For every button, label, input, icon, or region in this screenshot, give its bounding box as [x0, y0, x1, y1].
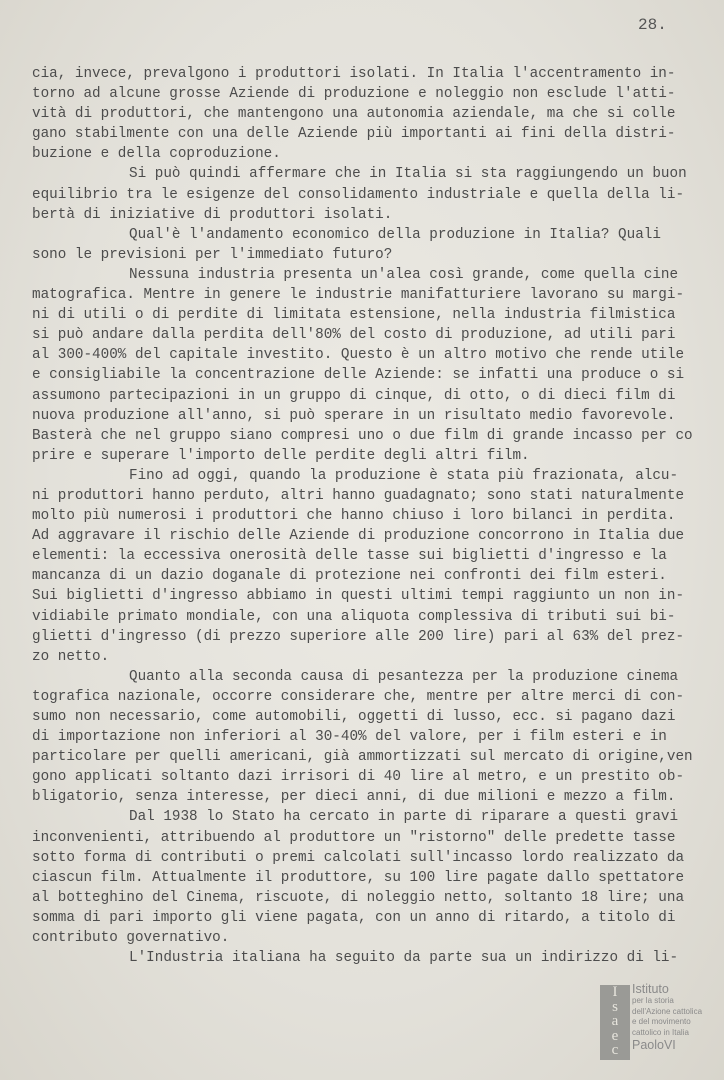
text-line: vidiabile primato mondiale, con una aliquota complessiva di tributi sui bi-: [32, 608, 676, 625]
text-line: torno ad alcune grosse Aziende di produzione e noleggio non esclude l'atti-: [32, 86, 676, 103]
text-line: gono applicati soltanto dazi irrisori di 40 lire al metro, e un prestito ob-: [32, 769, 685, 786]
text-line: ni di utili o di perdite di limitata estensione, nella industria filmistica: [32, 307, 676, 324]
logo-letter: e: [611, 1027, 619, 1044]
logo-line: e del movimento: [632, 1017, 691, 1026]
text-line: al botteghino del Cinema, riscuote, di noleggio netto, soltanto 18 lire; una: [32, 889, 685, 906]
text-line: sono le previsioni per l'immediato futuro?: [32, 246, 393, 263]
text-line: ciascun film. Attualmente il produttore, su 100 lire pagate dallo spettatore: [32, 869, 685, 886]
text-line: Fino ad oggi, quando la produzione è stata più frazionata, alcu-: [129, 467, 679, 484]
text-line: bertà di iniziative di produttori isolati.: [32, 206, 393, 223]
text-line: ni produttori hanno perduto, altri hanno guadagnato; sono stati naturalmente: [32, 487, 685, 504]
text-line: Sui biglietti d'ingresso abbiamo in questi ultimi tempi raggiunto un non in-: [32, 588, 685, 605]
text-line: zo netto.: [32, 648, 110, 665]
text-line: matografica. Mentre in genere le industrie manifatturiere lavorano su margi-: [32, 287, 685, 304]
text-line: tografica nazionale, occorre considerare che, mentre per altre merci di con-: [32, 688, 685, 705]
logo-letter: I: [612, 984, 618, 1000]
text-line: sumo non necessario, come automobili, oggetti di lusso, ecc. si pagano dazi: [32, 709, 676, 725]
institute-logo: [600, 982, 718, 1064]
text-line: Qual'è l'andamento economico della produzione in Italia? Quali: [129, 226, 661, 243]
logo-monogram: [600, 985, 630, 1060]
logo-line: cattolico in Italia: [632, 1027, 689, 1037]
text-line: si può andare dalla perdita dell'80% del costo di produzione, ad utili pari: [32, 327, 676, 344]
text-line: bligatorio, senza interesse, per dieci anni, di due milioni e mezzo a film.: [32, 789, 676, 806]
text-line: prire e superare l'importo delle perdite degli altri film.: [32, 447, 530, 464]
text-line: molto più numerosi i produttori che hanno chiuso i loro bilanci in perdita.: [32, 508, 676, 525]
text-line: vità di produttori, che mantengono una autonomia aziendale, ma che si colle: [32, 106, 676, 123]
logo-letter: a: [611, 1013, 619, 1029]
text-line: mancanza di un dazio doganale di protezione nei confronti dei film esteri.: [32, 568, 667, 585]
text-line: al 300-400% del capitale investito. Questo è un altro motivo che rende utile: [32, 347, 685, 364]
text-line: Ad aggravare il rischio delle Aziende di produzione concorrono in Italia due: [32, 528, 685, 545]
logo-letter: c: [611, 1042, 619, 1058]
text-line: Nessuna industria presenta un'alea così grande, come quella cine: [129, 266, 679, 283]
document-body: [32, 64, 697, 968]
text-line: glietti d'ingresso (di prezzo superiore alle 200 lire) pari al 63% del prez-: [32, 628, 685, 645]
page-number: 28.: [638, 16, 667, 34]
logo-line: per la storia: [632, 996, 674, 1005]
text-line: gano stabilmente con una delle Aziende più importanti ai fini della distri-: [32, 126, 676, 143]
text-line: particolare per quelli americani, già ammortizzati sul mercato di origine,ven: [32, 749, 693, 766]
text-line: e consigliabile la concentrazione delle Aziende: se infatti una produce o si: [32, 367, 685, 384]
logo-line: Istituto: [632, 982, 669, 996]
text-line: assumono partecipazioni in un gruppo di cinque, di otto, o di dieci film di: [32, 387, 676, 404]
text-line: Basterà che nel gruppo siano compresi uno o due film di grande incasso per co: [32, 427, 693, 444]
text-line: Quanto alla seconda causa di pesantezza per la produzione cinema: [129, 668, 679, 685]
logo-line: dell'Azione cattolica: [632, 1006, 703, 1016]
text-line: contributo governativo.: [32, 930, 230, 947]
text-line: cia, invece, prevalgono i produttori isolati. In Italia l'accentramento in-: [32, 66, 676, 82]
text-line: inconvenienti, attribuendo al produttore un "ristorno" delle predette tasse: [32, 829, 676, 846]
logo-line: PaoloVI: [632, 1038, 676, 1052]
text-line: buzione e della coproduzione.: [32, 146, 281, 163]
text-line: elementi: la eccessiva onerosità delle tasse sui biglietti d'ingresso e la: [32, 548, 667, 565]
text-line: sotto forma di contributi o premi calcolati sull'incasso lordo realizzato da: [32, 849, 685, 866]
logo-letter: s: [612, 998, 618, 1015]
logo-text: [632, 982, 702, 1052]
text-line: L'Industria italiana ha seguito da parte sua un indirizzo di li-: [129, 950, 679, 967]
text-line: equilibrio tra le esigenze del consolidamento industriale e quella della li-: [32, 186, 685, 203]
text-line: di importazione non inferiori al 30-40% del valore, per i film esteri e in: [32, 729, 667, 746]
text-line: Dal 1938 lo Stato ha cercato in parte di riparare a questi gravi: [129, 809, 679, 826]
text-line: somma di pari importo gli viene pagata, con un anno di ritardo, a titolo di: [32, 909, 676, 926]
text-line: nuova produzione all'anno, si può sperare in un risultato medio favorevole.: [32, 407, 676, 424]
text-line: Si può quindi affermare che in Italia si sta raggiungendo un buon: [129, 166, 687, 183]
